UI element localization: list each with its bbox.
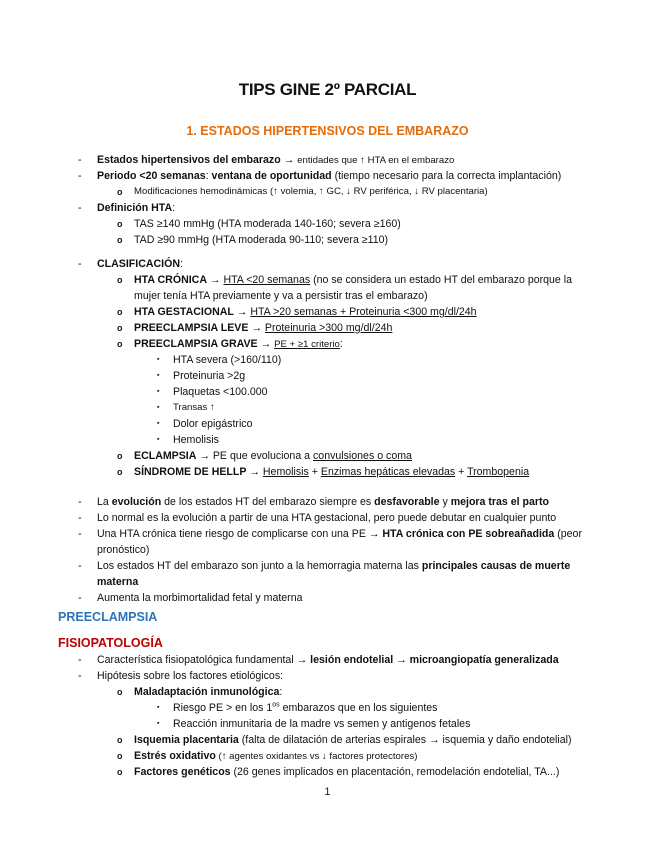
- square-bullet: ▪: [157, 388, 160, 395]
- circle-bullet: o: [117, 339, 123, 349]
- dash-bullet: -: [78, 202, 82, 214]
- list-item: Una HTA crónica tiene riesgo de complicarse con una PE → HTA crónica con PE sobreañadida (peor: [97, 528, 582, 540]
- list-item: SÍNDROME DE HELLP → Hemolisis + Enzimas hepáticas elevadas + Trombopenia: [134, 466, 530, 478]
- circle-bullet: o: [117, 323, 123, 333]
- page-title: TIPS GINE 2º PARCIAL: [238, 80, 417, 99]
- list-item: ECLAMPSIA → PE que evoluciona a convulsiones o coma: [134, 450, 412, 462]
- dash-bullet: -: [78, 528, 82, 540]
- list-item: Riesgo PE > en los $1^{os}$ embarazos que en los siguientes: [173, 701, 438, 714]
- list-item: Definición HTA:: [97, 202, 176, 214]
- square-bullet: ▪: [157, 420, 160, 427]
- dash-bullet: -: [78, 654, 82, 666]
- page-number: 1: [324, 786, 331, 798]
- dash-bullet: -: [78, 592, 82, 604]
- list-item: TAS ≥140 mmHg (HTA moderada 140-160; severa ≥160): [134, 218, 401, 230]
- list-item: HTA CRÓNICA → HTA <20 semanas (no se considera un estado HT del embarazo porque la: [134, 274, 573, 286]
- list-item: Proteinuria >2g: [173, 370, 246, 382]
- list-item: Lo normal es la evolución a partir de una HTA gestacional, pero puede debutar en cualquier punto: [97, 512, 557, 524]
- list-item: PREECLAMPSIA LEVE → Proteinuria >300 mg/dl/24h: [134, 322, 393, 334]
- list-item: La evolución de los estados HT del embarazo siempre es desfavorable y mejora tras el parto: [97, 496, 550, 508]
- list-item: Reacción inmunitaria de la madre vs semen y antigenos fetales: [173, 718, 471, 730]
- square-bullet: ▪: [157, 436, 160, 443]
- square-bullet: ▪: [157, 704, 160, 711]
- list-item-continuation: materna: [97, 576, 139, 588]
- section-heading-preeclampsia: PREECLAMPSIA: [58, 610, 158, 624]
- circle-bullet: o: [117, 187, 123, 197]
- circle-bullet: o: [117, 751, 123, 761]
- square-bullet: ▪: [157, 356, 160, 363]
- list-item: Dolor epigástrico: [173, 418, 253, 430]
- list-item: Estados hipertensivos del embarazo → entidades que ↑ HTA en el embarazo: [97, 154, 455, 166]
- list-item: Característica fisiopatológica fundamental → lesión endotelial → microangiopatía generalizada: [97, 654, 559, 666]
- list-item: Factores genéticos (26 genes implicados en placentación, remodelación endotelial, TA...): [134, 766, 560, 778]
- dash-bullet: -: [78, 258, 82, 270]
- list-item: HTA GESTACIONAL → HTA >20 semanas + Proteinuria <300 mg/dl/24h: [134, 306, 477, 318]
- dash-bullet: -: [78, 512, 82, 524]
- list-item: TAD ≥90 mmHg (HTA moderada 90-110; severa ≥110): [134, 234, 389, 246]
- square-bullet: ▪: [157, 404, 160, 411]
- list-item-continuation: mujer tenía HTA previamente y va a persistir tras el embarazo): [134, 290, 428, 302]
- circle-bullet: o: [117, 219, 123, 229]
- list-item: Periodo <20 semanas: ventana de oportunidad (tiempo necesario para la correcta implantación): [97, 170, 562, 182]
- list-item: Hemolisis: [173, 434, 219, 446]
- list-item: Los estados HT del embarazo son junto a la hemorragia materna las principales causas de muerte: [97, 560, 571, 572]
- square-bullet: ▪: [157, 720, 160, 727]
- list-item: Estrés oxidativo (↑ agentes oxidantes vs ↓ factores protectores): [134, 750, 418, 762]
- list-item: PREECLAMPSIA GRAVE → PE + ≥1 criterio:: [134, 338, 343, 350]
- dash-bullet: -: [78, 496, 82, 508]
- square-bullet: ▪: [157, 372, 160, 379]
- circle-bullet: o: [117, 767, 123, 777]
- list-item: CLASIFICACIÓN:: [97, 258, 183, 270]
- list-item: Isquemia placentaria (falta de dilatación de arterias espirales → isquemia y daño endotelial): [134, 734, 572, 746]
- circle-bullet: o: [117, 235, 123, 245]
- list-item: HTA severa (>160/110): [173, 354, 282, 366]
- list-item: Hipótesis sobre los factores etiológicos:: [97, 670, 284, 682]
- list-item: Aumenta la morbimortalidad fetal y materna: [97, 592, 303, 604]
- list-item: Plaquetas <100.000: [173, 386, 268, 398]
- dash-bullet: -: [78, 170, 82, 182]
- dash-bullet: -: [78, 670, 82, 682]
- circle-bullet: o: [117, 307, 123, 317]
- list-item: Maladaptación inmunológica:: [134, 686, 283, 698]
- circle-bullet: o: [117, 275, 123, 285]
- circle-bullet: o: [117, 735, 123, 745]
- section-heading-fisiopatologia: FISIOPATOLOGÍA: [58, 636, 163, 650]
- list-item: Modificaciones hemodinámicas (↑ volemia, ↑ GC, ↓ RV periférica, ↓ RV placentaria): [134, 186, 488, 197]
- circle-bullet: o: [117, 451, 123, 461]
- circle-bullet: o: [117, 687, 123, 697]
- list-item: Transas ↑: [173, 402, 215, 413]
- list-item-continuation: pronóstico): [97, 544, 150, 556]
- dash-bullet: -: [78, 560, 82, 572]
- circle-bullet: o: [117, 467, 123, 477]
- dash-bullet: -: [78, 154, 82, 166]
- section-heading-estados: 1. ESTADOS HIPERTENSIVOS DEL EMBARAZO: [186, 124, 469, 138]
